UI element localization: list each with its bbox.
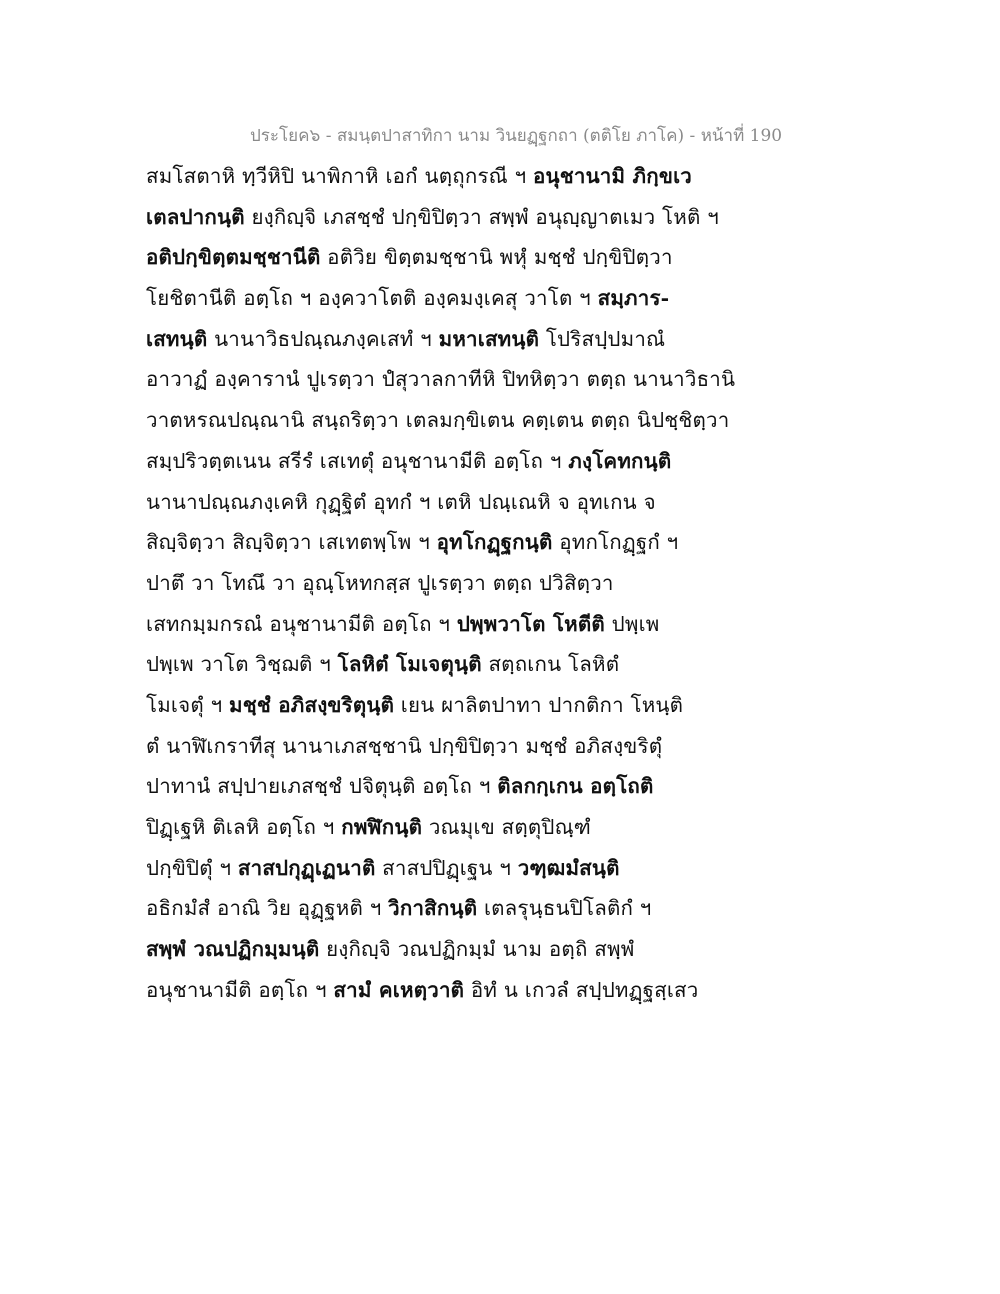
text-run: วณมุเข สตฺตุปิณฺฑํ (422, 815, 592, 839)
bold-term: วิกาสิกนฺติ (388, 896, 478, 921)
text-line (146, 648, 691, 689)
bold-term: อุทโกฏฺฐกนฺติ (436, 530, 553, 555)
text-run: วาตหรณปณฺณานิ สนฺถริตฺวา เตลมกฺขิเตน คตฺเตน ตตฺถ นิปชฺชิตฺวา (146, 408, 730, 433)
text-run: เยน ผาลิตปาทา ปากติกา โหนฺติ (394, 692, 684, 717)
text-run: ปิฏฺเฐหิ ติเลหิ อตฺโถ ฯ (146, 815, 342, 839)
text-line (146, 363, 736, 404)
bold-term: สพฺพํ วณปฏิกมฺมนฺติ (146, 937, 320, 962)
bold-term: อติปกฺขิตฺตมชฺชานีติ (146, 245, 321, 270)
text-line (146, 974, 699, 1015)
bold-term: อนุชานามิ ภิกฺขเว (533, 164, 693, 188)
text-run: สมฺปริวตฺตเนน สรีรํ เสเทตุํ อนุชานามีติ อตฺโถ ฯ (146, 448, 569, 473)
text-run: โมเจตุํ ฯ (146, 692, 229, 717)
text-line (146, 486, 691, 527)
text-line (146, 892, 691, 933)
text-run: อิทํ น เกวลํ สปฺปทฏฺฐสฺเสว (464, 977, 699, 1002)
bold-term: เสทนฺติ (146, 326, 208, 351)
text-run: อนุชานามีติ อตฺโถ ฯ (146, 977, 334, 1002)
text-line (146, 241, 691, 282)
text-run: ปพฺเพ วาโต วิชฺฌติ ฯ (146, 652, 338, 677)
text-run: ปพฺเพ (604, 611, 660, 636)
bold-term: สมฺภาร- (597, 286, 670, 311)
text-line (146, 282, 691, 323)
text-line (146, 160, 691, 201)
text-run: อธิกมํสํ อาณิ วิย อุฏฺฐหติ ฯ (146, 896, 389, 921)
text-line (146, 689, 691, 730)
text-run: นานาวิธปณฺณภงฺคเสทํ ฯ (207, 326, 439, 351)
text-line (146, 933, 691, 974)
page-header: ประโยค๖ - สมนฺตปาสาทิกา นาม วินยฏฺฐกถา (ตติโย ภาโค) - หน้าที่ 190 (250, 126, 783, 146)
bold-term: มหาเสทนฺติ (438, 326, 540, 351)
bold-term: ภงฺโคทกนฺติ (568, 448, 672, 473)
text-run: โยชิตานีติ อตฺโถ ฯ องฺควาโตติ องฺคมงฺเคสุ วาโต ฯ (146, 286, 598, 311)
text-run: ยงฺกิญฺจิ เภสชฺชํ ปกฺขิปิตฺวา สพฺพํ อนุญฺญาตเมว โหติ ฯ (244, 204, 719, 229)
text-run: โปริสปฺปมาณํ (539, 326, 666, 351)
text-run: อุทกโกฏฺฐกํ ฯ (552, 530, 679, 555)
text-line (146, 323, 691, 364)
text-run: ตํ นาฬิเกราทีสุ นานาเภสชฺชานิ ปกฺขิปิตฺวา มชฺชํ อภิสงฺขริตุํ (146, 733, 663, 758)
text-run: ปาตึ วา โทณึ วา อุณฺโหทกสฺส ปูเรตฺวา ตตฺถ ปวิสิตฺวา (146, 570, 614, 595)
bold-term: โลหิตํ โมเจตุนฺติ (337, 652, 482, 677)
text-line (146, 811, 691, 852)
bold-term: สามํ คเหตฺวาติ (333, 977, 465, 1002)
text-line (146, 526, 691, 567)
bold-term: ปพฺพวาโต โหตีติ (456, 611, 605, 636)
bold-term: กพฬิกนฺติ (341, 815, 423, 839)
text-line (146, 730, 691, 771)
text-run: สาสปปิฏฺเฐน ฯ (375, 855, 518, 880)
text-line (146, 404, 730, 445)
bold-term: เตลปากนฺติ (146, 204, 245, 229)
text-run: นานาปณฺณภงฺเคหิ กุฏฺฐิตํ อุทกํ ฯ เตหิ ปณฺเณหิ จ อุทเกน จ (146, 489, 656, 514)
text-run: สมโสตาหิ ทฺวีหิปิ นาพิกาหิ เอกํ นตฺถุกรณี ฯ (146, 164, 534, 188)
text-run: อาวาฏํ องฺคารานํ ปูเรตฺวา ปํสุวาลกาทีหิ ปิทหิตฺวา ตตฺถ นานาวิธานิ (146, 367, 736, 392)
text-line (146, 567, 691, 608)
bold-term: วฑฺฒมํสนฺติ (517, 855, 620, 880)
text-run: ยงฺกิญฺจิ วณปฏิกมฺมํ นาม อตฺถิ สพฺพํ (319, 937, 635, 962)
bold-term: สาสปกุฏฺเฏนาติ (237, 855, 376, 880)
text-run: อติวิย ขิตฺตมชฺชานิ พหุํ มชฺชํ ปกฺขิปิตฺวา (320, 245, 673, 270)
text-run: เสทกมฺมกรณํ อนุชานามีติ อตฺโถ ฯ (146, 611, 457, 636)
text-run: ปกฺขิปิตุํ ฯ (146, 855, 238, 880)
text-line (146, 770, 691, 811)
text-line (146, 201, 719, 242)
body-text (146, 160, 736, 1014)
text-line (146, 445, 691, 486)
bold-term: มชฺชํ อภิสงฺขริตุนฺติ (229, 692, 395, 717)
bold-term: ติลกกฺเกน อตฺโถติ (497, 774, 654, 799)
text-run: ปาทานํ สปฺปายเภสชฺชํ ปจิตุนฺติ อตฺโถ ฯ (146, 774, 498, 799)
text-run: เตลรุนฺธนปิโลติกํ ฯ (477, 896, 652, 921)
text-run: สตฺถเกน โลหิตํ (481, 652, 620, 677)
text-line (146, 608, 691, 649)
text-run: สิญฺจิตฺวา สิญฺจิตฺวา เสเทตพฺโพ ฯ (146, 530, 437, 555)
text-line (146, 852, 691, 893)
